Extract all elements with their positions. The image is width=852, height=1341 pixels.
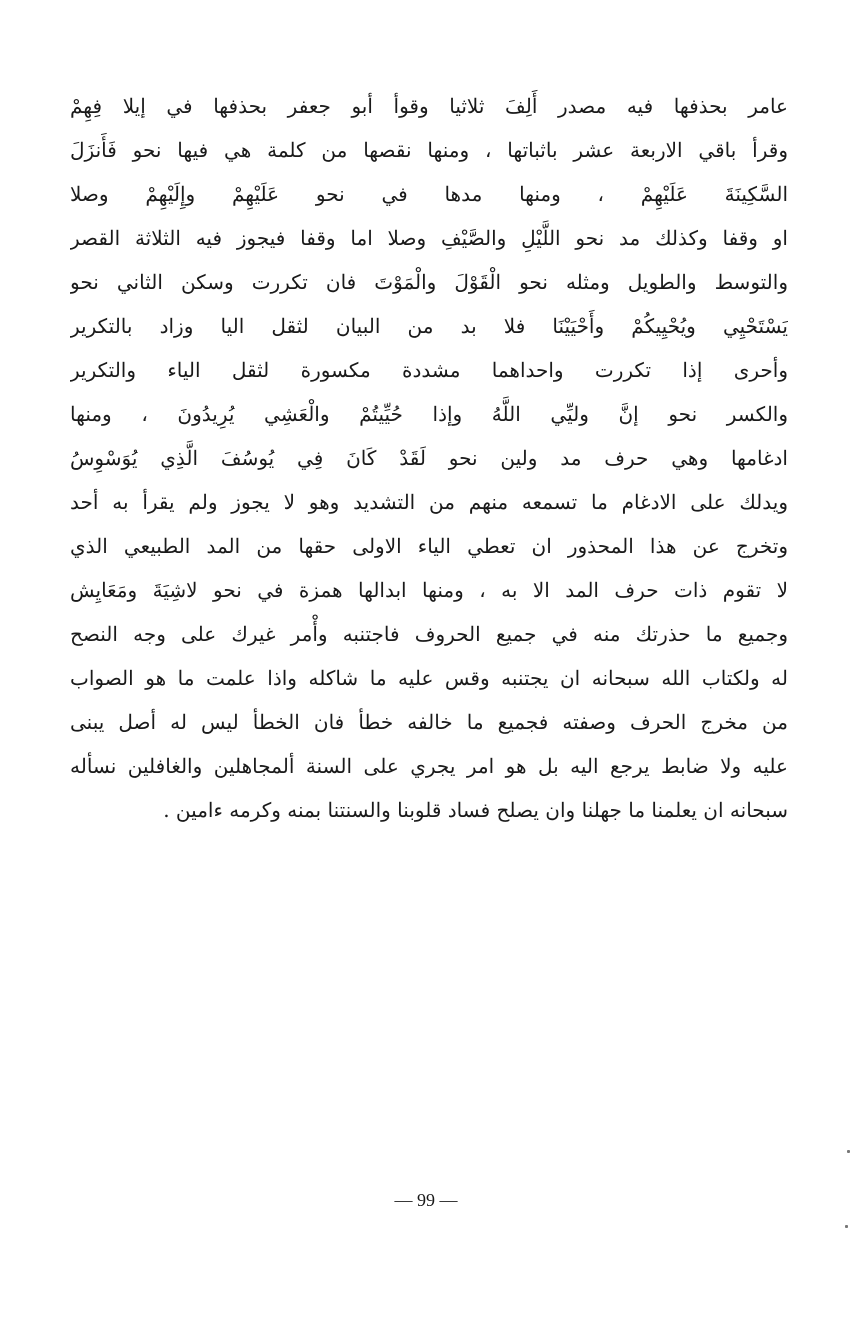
text-line: السَّكِينَةَ عَلَيْهِمْ ، ومنها مدها في نحو عَلَيْهِمْ وإِلَيْهِمْ وصلا (70, 182, 788, 206)
text-line: ويدلك على الادغام ما تسمعه منهم من التشديد وهو لا يجوز ولم يقرأ به أحد (70, 490, 788, 514)
text-line: والتوسط والطويل ومثله نحو الْقَوْلَ والْمَوْتَ فان تكررت وسكن الثاني نحو (70, 270, 788, 294)
text-line: وأحرى إذا تكررت واحداهما مشددة مكسورة لثقل الياء والتكرير (70, 358, 788, 382)
text-line: من مخرج الحرف وصفته فجميع ما خالفه خطأ فان الخطأ ليس له أصل يبنى (70, 710, 788, 734)
body-text (70, 84, 788, 832)
text-line: وتخرج عن هذا المحذور ان تعطي الياء الاولى حقها من المد الطبيعي الذي (70, 534, 788, 558)
scan-specks (842, 1140, 852, 1240)
text-line: له ولكتاب الله سبحانه ان يجتنبه وقس عليه ما شاكله واذا علمت ما هو الصواب (70, 666, 788, 690)
text-line: لا تقوم ذات حرف المد الا به ، ومنها ابدالها همزة في نحو لاشِيَةَ ومَعَايِش (70, 578, 788, 602)
page-number: — 99 — (394, 1190, 458, 1210)
text-line: ادغامها وهي حرف مد ولين نحو لَقَدْ كَانَ فِي يُوسُفَ الَّذِي يُوَسْوِسُ (70, 446, 788, 470)
text-line: او وقفا وكذلك مد نحو اللَّيْلِ والصَّيْفِ وصلا اما وقفا فيجوز فيه الثلاثة القصر (70, 226, 788, 250)
text-line: عليه ولا ضابط يرجع اليه بل هو امر يجري على السنة ألمجاهلين والغافلين نسأله (70, 754, 788, 778)
text-line-last: سبحانه ان يعلمنا ما جهلنا وان يصلح فساد قلوبنا والسنتنا بمنه وكرمه ءامين . (163, 798, 788, 822)
text-line: وجميع ما حذرتك منه في جميع الحروف فاجتنبه وأْمر غيرك على وجه النصح (70, 622, 788, 646)
speck (847, 1150, 850, 1153)
text-line: يَسْتَحْيِي ويُحْيِيكُمْ وأَحْيَيْنَا فلا بد من البيان لثقل اليا وزاد بالتكرير (70, 314, 788, 338)
text-line: عامر بحذفها فيه مصدر أَلِفَ ثلاثيا وقوأ أبو جعفر بحذفها في إيلا فِهِمْ (70, 94, 788, 118)
speck (845, 1225, 848, 1228)
text-line: وقرأ باقي الاربعة عشر باثباتها ، ومنها نقصها من كلمة هي فيها نحو فَأَنزَلَ (70, 138, 788, 162)
text-line: والكسر نحو إنَّ وليِّي اللَّهُ وإذا حُيِّيتُمْ والْعَشِي يُرِيدُونَ ، ومنها (70, 402, 788, 426)
